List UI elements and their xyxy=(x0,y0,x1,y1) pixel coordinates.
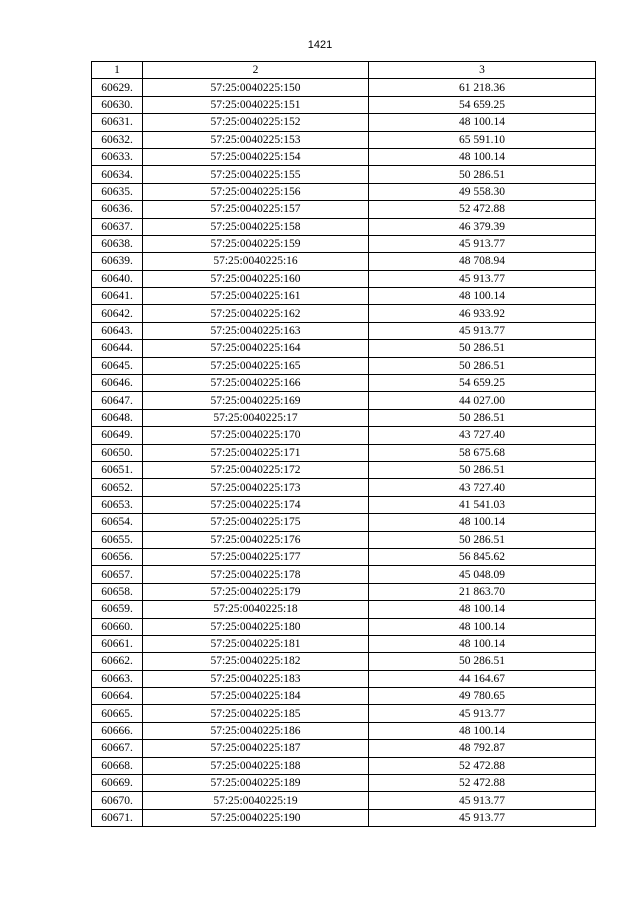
column-header-value: 3 xyxy=(369,62,596,79)
value-cell: 50 286.51 xyxy=(369,461,596,478)
row-number-cell: 60661. xyxy=(92,635,143,652)
row-number-cell: 60644. xyxy=(92,340,143,357)
cadastral-id-cell: 57:25:0040225:184 xyxy=(143,688,369,705)
table-row xyxy=(92,583,596,600)
cadastral-id-cell: 57:25:0040225:152 xyxy=(143,114,369,131)
value-cell: 45 913.77 xyxy=(369,792,596,809)
table-row xyxy=(92,461,596,478)
table-row xyxy=(92,653,596,670)
table-row xyxy=(92,253,596,270)
value-cell: 48 100.14 xyxy=(369,288,596,305)
row-number-cell: 60652. xyxy=(92,479,143,496)
cadastral-id-cell: 57:25:0040225:151 xyxy=(143,96,369,113)
row-number-cell: 60654. xyxy=(92,514,143,531)
table-row xyxy=(92,670,596,687)
cadastral-id-cell: 57:25:0040225:180 xyxy=(143,618,369,635)
table-row xyxy=(92,601,596,618)
row-number-cell: 60629. xyxy=(92,79,143,96)
value-cell: 45 913.77 xyxy=(369,235,596,252)
table-row xyxy=(92,96,596,113)
table-row xyxy=(92,809,596,826)
cadastral-id-cell: 57:25:0040225:171 xyxy=(143,444,369,461)
cadastral-id-cell: 57:25:0040225:181 xyxy=(143,635,369,652)
value-cell: 54 659.25 xyxy=(369,375,596,392)
cadastral-id-cell: 57:25:0040225:188 xyxy=(143,757,369,774)
value-cell: 46 933.92 xyxy=(369,305,596,322)
row-number-cell: 60634. xyxy=(92,166,143,183)
cadastral-id-cell: 57:25:0040225:153 xyxy=(143,131,369,148)
cadastral-id-cell: 57:25:0040225:164 xyxy=(143,340,369,357)
cadastral-id-cell: 57:25:0040225:170 xyxy=(143,427,369,444)
table-row xyxy=(92,322,596,339)
cadastral-id-cell: 57:25:0040225:187 xyxy=(143,740,369,757)
value-cell: 50 286.51 xyxy=(369,653,596,670)
row-number-cell: 60663. xyxy=(92,670,143,687)
table-row xyxy=(92,392,596,409)
row-number-cell: 60671. xyxy=(92,809,143,826)
value-cell: 50 286.51 xyxy=(369,166,596,183)
value-cell: 52 472.88 xyxy=(369,775,596,792)
table-row xyxy=(92,79,596,96)
table-row xyxy=(92,305,596,322)
value-cell: 56 845.62 xyxy=(369,548,596,565)
row-number-cell: 60667. xyxy=(92,740,143,757)
cadastral-id-cell: 57:25:0040225:173 xyxy=(143,479,369,496)
cadastral-id-cell: 57:25:0040225:176 xyxy=(143,531,369,548)
table-row xyxy=(92,688,596,705)
table-row xyxy=(92,114,596,131)
table-row xyxy=(92,357,596,374)
cadastral-id-cell: 57:25:0040225:177 xyxy=(143,548,369,565)
value-cell: 48 100.14 xyxy=(369,601,596,618)
table-row xyxy=(92,514,596,531)
row-number-cell: 60645. xyxy=(92,357,143,374)
row-number-cell: 60649. xyxy=(92,427,143,444)
value-cell: 48 792.87 xyxy=(369,740,596,757)
row-number-cell: 60666. xyxy=(92,722,143,739)
value-cell: 43 727.40 xyxy=(369,427,596,444)
cadastral-id-cell: 57:25:0040225:182 xyxy=(143,653,369,670)
table-row xyxy=(92,444,596,461)
row-number-cell: 60640. xyxy=(92,270,143,287)
value-cell: 48 708.94 xyxy=(369,253,596,270)
table-row xyxy=(92,375,596,392)
table-row xyxy=(92,775,596,792)
value-cell: 50 286.51 xyxy=(369,531,596,548)
table-body xyxy=(92,79,596,827)
row-number-cell: 60662. xyxy=(92,653,143,670)
cadastral-id-cell: 57:25:0040225:150 xyxy=(143,79,369,96)
row-number-cell: 60635. xyxy=(92,183,143,200)
table-row xyxy=(92,288,596,305)
row-number-cell: 60665. xyxy=(92,705,143,722)
value-cell: 52 472.88 xyxy=(369,201,596,218)
value-cell: 48 100.14 xyxy=(369,618,596,635)
value-cell: 48 100.14 xyxy=(369,114,596,131)
row-number-cell: 60655. xyxy=(92,531,143,548)
cadastral-id-cell: 57:25:0040225:162 xyxy=(143,305,369,322)
value-cell: 50 286.51 xyxy=(369,409,596,426)
value-cell: 65 591.10 xyxy=(369,131,596,148)
row-number-cell: 60648. xyxy=(92,409,143,426)
table-row xyxy=(92,409,596,426)
cadastral-id-cell: 57:25:0040225:159 xyxy=(143,235,369,252)
cadastral-id-cell: 57:25:0040225:166 xyxy=(143,375,369,392)
cadastral-id-cell: 57:25:0040225:160 xyxy=(143,270,369,287)
cadastral-id-cell: 57:25:0040225:154 xyxy=(143,148,369,165)
row-number-cell: 60637. xyxy=(92,218,143,235)
row-number-cell: 60639. xyxy=(92,253,143,270)
cadastral-id-cell: 57:25:0040225:17 xyxy=(143,409,369,426)
cadastral-id-cell: 57:25:0040225:174 xyxy=(143,496,369,513)
table-row xyxy=(92,757,596,774)
table-row xyxy=(92,705,596,722)
value-cell: 45 913.77 xyxy=(369,809,596,826)
cadastral-id-cell: 57:25:0040225:156 xyxy=(143,183,369,200)
cadastral-id-cell: 57:25:0040225:172 xyxy=(143,461,369,478)
cadastral-id-cell: 57:25:0040225:186 xyxy=(143,722,369,739)
value-cell: 52 472.88 xyxy=(369,757,596,774)
value-cell: 45 913.77 xyxy=(369,322,596,339)
cadastral-table xyxy=(91,61,596,827)
cadastral-id-cell: 57:25:0040225:165 xyxy=(143,357,369,374)
value-cell: 49 558.30 xyxy=(369,183,596,200)
cadastral-id-cell: 57:25:0040225:158 xyxy=(143,218,369,235)
row-number-cell: 60657. xyxy=(92,566,143,583)
row-number-cell: 60664. xyxy=(92,688,143,705)
cadastral-id-cell: 57:25:0040225:190 xyxy=(143,809,369,826)
value-cell: 61 218.36 xyxy=(369,79,596,96)
row-number-cell: 60651. xyxy=(92,461,143,478)
value-cell: 50 286.51 xyxy=(369,357,596,374)
value-cell: 46 379.39 xyxy=(369,218,596,235)
table-row xyxy=(92,531,596,548)
row-number-cell: 60670. xyxy=(92,792,143,809)
value-cell: 45 913.77 xyxy=(369,705,596,722)
row-number-cell: 60650. xyxy=(92,444,143,461)
row-number-cell: 60632. xyxy=(92,131,143,148)
row-number-cell: 60646. xyxy=(92,375,143,392)
cadastral-id-cell: 57:25:0040225:19 xyxy=(143,792,369,809)
table-row xyxy=(92,566,596,583)
table-row xyxy=(92,427,596,444)
table-row xyxy=(92,183,596,200)
table-row xyxy=(92,235,596,252)
row-number-cell: 60643. xyxy=(92,322,143,339)
cadastral-id-cell: 57:25:0040225:169 xyxy=(143,392,369,409)
row-number-cell: 60669. xyxy=(92,775,143,792)
table-row xyxy=(92,201,596,218)
value-cell: 48 100.14 xyxy=(369,722,596,739)
table-row xyxy=(92,618,596,635)
value-cell: 41 541.03 xyxy=(369,496,596,513)
table-row xyxy=(92,131,596,148)
table-row xyxy=(92,635,596,652)
column-header-cadastral-id: 2 xyxy=(143,62,369,79)
table-header-row xyxy=(92,62,596,79)
row-number-cell: 60642. xyxy=(92,305,143,322)
row-number-cell: 60636. xyxy=(92,201,143,218)
value-cell: 45 048.09 xyxy=(369,566,596,583)
table-row xyxy=(92,740,596,757)
cadastral-id-cell: 57:25:0040225:183 xyxy=(143,670,369,687)
row-number-cell: 60630. xyxy=(92,96,143,113)
table-row xyxy=(92,792,596,809)
cadastral-id-cell: 57:25:0040225:161 xyxy=(143,288,369,305)
row-number-cell: 60668. xyxy=(92,757,143,774)
column-header-number: 1 xyxy=(92,62,143,79)
cadastral-id-cell: 57:25:0040225:155 xyxy=(143,166,369,183)
cadastral-id-cell: 57:25:0040225:16 xyxy=(143,253,369,270)
value-cell: 48 100.14 xyxy=(369,514,596,531)
table-row xyxy=(92,270,596,287)
row-number-cell: 60633. xyxy=(92,148,143,165)
value-cell: 44 027.00 xyxy=(369,392,596,409)
table-row xyxy=(92,496,596,513)
value-cell: 45 913.77 xyxy=(369,270,596,287)
cadastral-id-cell: 57:25:0040225:175 xyxy=(143,514,369,531)
value-cell: 21 863.70 xyxy=(369,583,596,600)
row-number-cell: 60638. xyxy=(92,235,143,252)
table-row xyxy=(92,218,596,235)
cadastral-id-cell: 57:25:0040225:157 xyxy=(143,201,369,218)
page-number: 1421 xyxy=(307,39,333,51)
table-row xyxy=(92,340,596,357)
row-number-cell: 60647. xyxy=(92,392,143,409)
row-number-cell: 60641. xyxy=(92,288,143,305)
cadastral-id-cell: 57:25:0040225:163 xyxy=(143,322,369,339)
value-cell: 44 164.67 xyxy=(369,670,596,687)
cadastral-id-cell: 57:25:0040225:185 xyxy=(143,705,369,722)
row-number-cell: 60631. xyxy=(92,114,143,131)
table-row xyxy=(92,548,596,565)
row-number-cell: 60656. xyxy=(92,548,143,565)
row-number-cell: 60653. xyxy=(92,496,143,513)
row-number-cell: 60660. xyxy=(92,618,143,635)
cadastral-id-cell: 57:25:0040225:18 xyxy=(143,601,369,618)
table-row xyxy=(92,722,596,739)
value-cell: 50 286.51 xyxy=(369,340,596,357)
value-cell: 58 675.68 xyxy=(369,444,596,461)
table-row xyxy=(92,148,596,165)
value-cell: 48 100.14 xyxy=(369,635,596,652)
value-cell: 54 659.25 xyxy=(369,96,596,113)
cadastral-id-cell: 57:25:0040225:178 xyxy=(143,566,369,583)
cadastral-id-cell: 57:25:0040225:179 xyxy=(143,583,369,600)
table-row xyxy=(92,166,596,183)
row-number-cell: 60658. xyxy=(92,583,143,600)
table-row xyxy=(92,479,596,496)
value-cell: 49 780.65 xyxy=(369,688,596,705)
row-number-cell: 60659. xyxy=(92,601,143,618)
cadastral-id-cell: 57:25:0040225:189 xyxy=(143,775,369,792)
value-cell: 48 100.14 xyxy=(369,148,596,165)
value-cell: 43 727.40 xyxy=(369,479,596,496)
